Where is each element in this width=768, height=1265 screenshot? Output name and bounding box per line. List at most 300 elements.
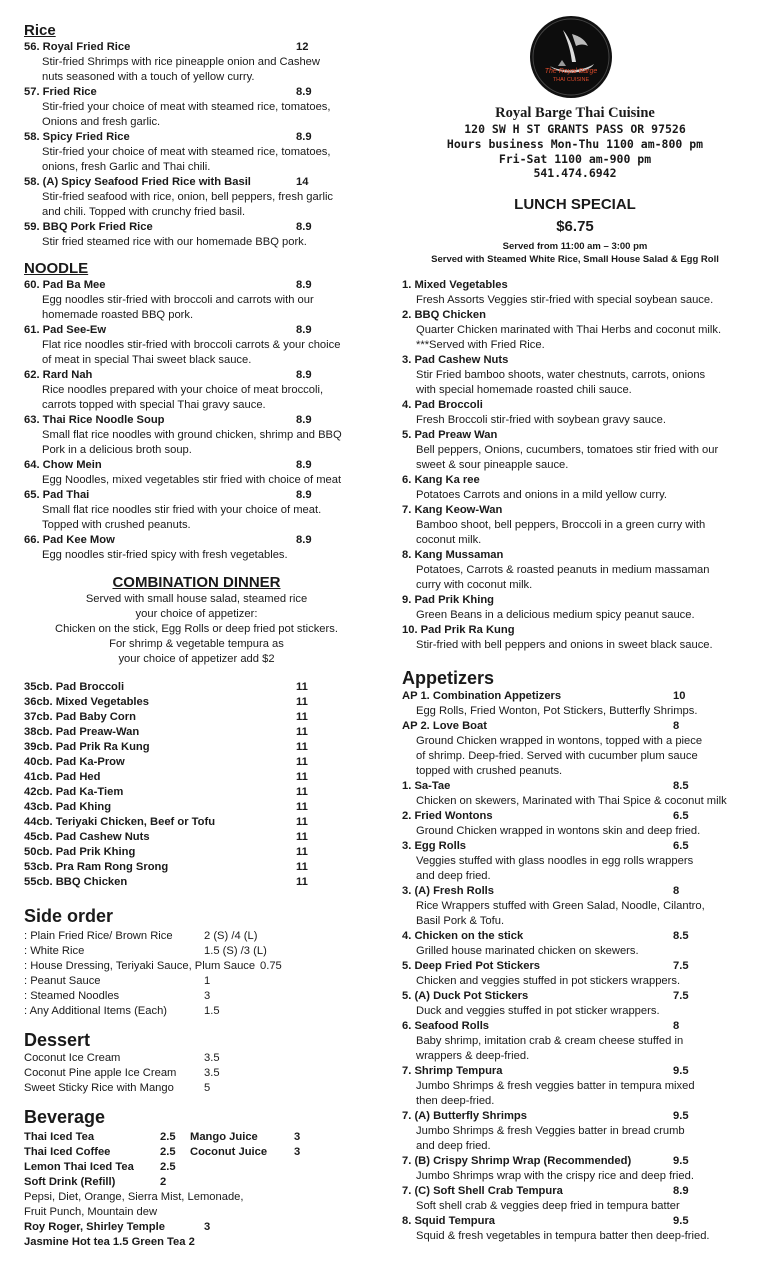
combo-item-price: 11	[296, 876, 308, 888]
menu-item-header	[402, 1019, 748, 1034]
menu-item-description: sweet & sour pineapple sauce.	[416, 459, 569, 471]
combo-item-price: 11	[296, 846, 308, 858]
menu-item-description: Jumbo Shrimps wrap with the crispy rice and deep fried.	[416, 1170, 694, 1182]
menu-item-price: 8	[673, 1020, 680, 1032]
menu-item-description: Egg Rolls, Fried Wonton, Pot Stickers, Butterfly Shrimps.	[416, 705, 698, 717]
rice-section	[24, 22, 369, 250]
bev-mango-juice: Mango Juice	[190, 1131, 258, 1143]
menu-item-description: Potatoes Carrots and onions in a mild yellow curry.	[416, 489, 668, 501]
lunch-title: LUNCH SPECIAL	[514, 196, 636, 213]
menu-item-name: 58. (A) Spicy Seafood Fried Rice with Basil	[24, 176, 251, 188]
bev-row	[24, 1175, 369, 1190]
side-order-price: 2 (S) /4 (L)	[204, 930, 258, 942]
menu-item	[402, 398, 748, 428]
royal-barge-logo-icon	[530, 16, 612, 98]
bev-thai-iced-coffee: Thai Iced Coffee	[24, 1146, 111, 1158]
combo-item	[24, 695, 369, 710]
menu-item-header	[402, 623, 748, 638]
combo-item	[24, 800, 369, 815]
menu-item	[402, 719, 748, 779]
menu-item	[402, 1019, 748, 1064]
bev-price: 2.5	[160, 1146, 176, 1158]
menu-item-header	[402, 779, 748, 794]
rice-title: Rice	[24, 22, 56, 39]
combo-item	[24, 755, 369, 770]
menu-item-name: 62. Rard Nah	[24, 369, 93, 381]
menu-item-header	[402, 929, 748, 944]
menu-item-description: Jumbo Shrimps & fresh Veggies batter in bread crumb	[416, 1125, 685, 1137]
menu-item	[402, 689, 748, 719]
menu-item-price: 10	[673, 690, 686, 702]
appetizers-title: Appetizers	[402, 668, 495, 688]
combo-description	[24, 592, 369, 667]
beverage-title: Beverage	[24, 1107, 106, 1127]
bev-coconut-juice: Coconut Juice	[190, 1146, 268, 1158]
menu-item-name: 2. Fried Wontons	[402, 810, 493, 822]
appetizers-section	[402, 667, 748, 1244]
menu-item-description: carrots topped with special Thai gravy sauce.	[42, 399, 266, 411]
combo-item	[24, 740, 369, 755]
menu-item-name: 4. Chicken on the stick	[402, 930, 524, 942]
menu-item-description: Stir-fried your choice of meat with steamed rice, tomatoes,	[42, 101, 331, 113]
menu-item	[402, 809, 748, 839]
menu-item-description: Green Beans in a delicious medium spicy peanut sauce.	[416, 609, 695, 621]
menu-item-name: AP 1. Combination Appetizers	[402, 690, 562, 702]
menu-item-header	[24, 85, 369, 100]
bev-price: 2	[160, 1176, 167, 1188]
combo-item-price: 11	[296, 786, 308, 798]
menu-item-description: Rice noodles prepared with your choice of meat broccoli,	[42, 384, 324, 396]
combo-item-price: 11	[296, 801, 308, 813]
menu-item-header	[402, 1214, 748, 1229]
side-order-name: : White Rice	[24, 945, 85, 957]
menu-item-price: 8.5	[673, 930, 689, 942]
beverage-section	[24, 1106, 369, 1250]
combo-description-line: Served with small house salad, steamed rice	[85, 593, 308, 605]
combo-item-name: 38cb. Pad Preaw-Wan	[24, 726, 140, 738]
bev-price: 2.5	[160, 1161, 176, 1173]
menu-item	[402, 278, 748, 308]
menu-item-description: Bamboo shoot, bell peppers, Broccoli in a green curry with	[416, 519, 706, 531]
menu-item-description: Chicken and veggies stuffed in pot stickers wrappers.	[416, 975, 681, 987]
side-title: Side order	[24, 906, 114, 926]
menu-item	[24, 323, 369, 368]
menu-item-header	[24, 323, 369, 338]
combo-item	[24, 815, 369, 830]
side-order-price: 3	[204, 990, 211, 1002]
menu-item-header	[402, 839, 748, 854]
menu-item-price: 8.9	[296, 324, 312, 336]
restaurant-logo	[530, 16, 612, 98]
menu-item	[402, 884, 748, 929]
menu-item	[24, 413, 369, 458]
appetizers-list	[402, 689, 748, 1244]
menu-item-price: 7.5	[673, 960, 689, 972]
menu-item-description: Rice Wrappers stuffed with Green Salad, Noodle, Cilantro,	[416, 900, 705, 912]
menu-item-price: 8.9	[296, 131, 312, 143]
combo-description-line: your choice of appetizer:	[135, 608, 258, 620]
menu-item-header	[402, 689, 748, 704]
combo-item-price: 11	[296, 711, 308, 723]
menu-item-price: 8.9	[296, 86, 312, 98]
menu-item-name: 1. Sa-Tae	[402, 780, 451, 792]
menu-item-description: coconut milk.	[416, 534, 482, 546]
menu-item-price: 6.5	[673, 810, 689, 822]
bev-jasmine-green-tea: Jasmine Hot tea 1.5 Green Tea 2	[24, 1236, 195, 1248]
menu-item-header	[402, 1109, 748, 1124]
menu-item-description: Grilled house marinated chicken on skewers.	[416, 945, 639, 957]
menu-item-name: 64. Chow Mein	[24, 459, 102, 471]
dessert-price: 3.5	[204, 1052, 220, 1064]
lunch-special-section	[402, 195, 748, 266]
menu-item	[402, 308, 748, 353]
side-order-name: : Peanut Sauce	[24, 975, 101, 987]
combo-description-line: your choice of appetizer add $2	[118, 653, 275, 665]
menu-item	[402, 593, 748, 623]
menu-item-name: 3. Pad Cashew Nuts	[402, 354, 509, 366]
bev-soft-desc-2: Fruit Punch, Mountain dew	[24, 1206, 158, 1218]
menu-item	[24, 175, 369, 220]
menu-item-name: 58. Spicy Fried Rice	[24, 131, 130, 143]
dessert-list	[24, 1051, 369, 1096]
menu-item-description: onions, fresh Garlic and Thai chili.	[42, 161, 211, 173]
menu-item-price: 12	[296, 41, 309, 53]
menu-item-name: 5. Deep Fried Pot Stickers	[402, 960, 541, 972]
dessert-price: 3.5	[204, 1067, 220, 1079]
combo-item-name: 43cb. Pad Khing	[24, 801, 112, 813]
menu-item-name: 8. Squid Tempura	[402, 1215, 496, 1227]
noodle-title: NOODLE	[24, 260, 89, 277]
dessert-item	[24, 1081, 369, 1096]
menu-item-name: 3. Egg Rolls	[402, 840, 467, 852]
combo-item	[24, 875, 369, 890]
menu-item	[402, 989, 748, 1019]
menu-item	[402, 428, 748, 473]
menu-item-price: 8.9	[296, 534, 312, 546]
menu-item-header	[402, 503, 748, 518]
menu-item-header	[24, 220, 369, 235]
lunch-list	[402, 278, 748, 653]
menu-item-price: 8.9	[296, 221, 312, 233]
combo-item	[24, 785, 369, 800]
menu-item	[24, 220, 369, 250]
menu-item	[402, 1184, 748, 1214]
bev-row	[24, 1130, 369, 1145]
combo-description-line: Chicken on the stick, Egg Rolls or deep fried pot stickers.	[55, 623, 338, 635]
menu-item-header	[24, 458, 369, 473]
menu-item-header	[402, 428, 748, 443]
menu-item-description: Squid & fresh vegetables in tempura batter then deep-fried.	[416, 1230, 710, 1242]
combo-item	[24, 710, 369, 725]
menu-item-description: Topped with crushed peanuts.	[42, 519, 191, 531]
side-order-name: : Steamed Noodles	[24, 990, 120, 1002]
combo-section	[24, 574, 369, 890]
menu-item-description: Onions and fresh garlic.	[42, 116, 161, 128]
menu-item-description: Stir Fried bamboo shoots, water chestnuts, carrots, onions	[416, 369, 706, 381]
menu-item-name: 7. Shrimp Tempura	[402, 1065, 503, 1077]
menu-item	[402, 1154, 748, 1184]
menu-item-description: Soft shell crab & veggies deep fried in tempura batter	[416, 1200, 680, 1212]
combo-item-name: 40cb. Pad Ka-Prow	[24, 756, 125, 768]
menu-item-name: 3. (A) Fresh Rolls	[402, 885, 495, 897]
side-order-item	[24, 944, 369, 959]
menu-item-description: Baby shrimp, imitation crab & cream cheese stuffed in	[416, 1035, 684, 1047]
side-order-item	[24, 929, 369, 944]
logo-text: The Royal Barge	[544, 68, 598, 75]
bev-price: 3	[204, 1221, 211, 1233]
menu-item	[24, 85, 369, 130]
menu-item-description: Egg noodles stir-fried spicy with fresh vegetables.	[42, 549, 288, 561]
bev-soft-drink: Soft Drink (Refill)	[24, 1176, 116, 1188]
combo-item-name: 53cb. Pra Ram Rong Srong	[24, 861, 169, 873]
logo-subtext: THAI CUISINE	[552, 77, 590, 83]
menu-item-price: 8.9	[673, 1185, 689, 1197]
combo-item-name: 35cb. Pad Broccoli	[24, 681, 125, 693]
menu-item-description: Egg Noodles, mixed vegetables stir fried with choice of meat	[42, 474, 342, 486]
bev-price: 3	[294, 1131, 301, 1143]
combo-item-name: 44cb. Teriyaki Chicken, Beef or Tofu	[24, 816, 216, 828]
combo-item-price: 11	[296, 861, 308, 873]
menu-item-price: 8.9	[296, 489, 312, 501]
restaurant-phone: 541.474.6942	[533, 166, 617, 180]
menu-item-description: Chicken on skewers, Marinated with Thai Spice & coconut milk	[416, 795, 727, 807]
menu-item-description: ***Served with Fried Rice.	[416, 339, 545, 351]
rice-list	[24, 40, 369, 250]
lunch-served-with: Served with Steamed White Rice, Small House Salad & Egg Roll	[431, 254, 719, 265]
side-order-price: 1	[204, 975, 211, 987]
side-order-name: : Plain Fried Rice/ Brown Rice	[24, 930, 173, 942]
combo-item-name: 50cb. Pad Prik Khing	[24, 846, 136, 858]
menu-item-description: wrappers & deep-fried.	[416, 1050, 530, 1062]
menu-item-name: 5. Pad Preaw Wan	[402, 429, 498, 441]
menu-item-price: 8.5	[673, 780, 689, 792]
menu-item-name: 7. (C) Soft Shell Crab Tempura	[402, 1185, 563, 1197]
menu-item-description: Basil Pork & Tofu.	[416, 915, 505, 927]
bev-roy-roger: Roy Roger, Shirley Temple	[24, 1221, 165, 1233]
menu-item-header	[402, 308, 748, 323]
combo-item	[24, 680, 369, 695]
menu-item	[402, 503, 748, 548]
menu-item-name: 5. (A) Duck Pot Stickers	[402, 990, 529, 1002]
menu-item-name: 61. Pad See-Ew	[24, 324, 107, 336]
restaurant-hours-2: Fri-Sat 1100 am-900 pm	[498, 152, 652, 166]
menu-item	[402, 929, 748, 959]
menu-item-price: 9.5	[673, 1110, 689, 1122]
menu-item-header	[24, 368, 369, 383]
dessert-item	[24, 1051, 369, 1066]
menu-item	[402, 623, 748, 653]
menu-item-header	[24, 533, 369, 548]
menu-item-description: topped with crushed peanuts.	[416, 765, 563, 777]
menu-item-name: 60. Pad Ba Mee	[24, 279, 106, 291]
menu-item-description: with special homemade roasted chili sauce.	[416, 384, 632, 396]
combo-item-name: 42cb. Pad Ka-Tiem	[24, 786, 124, 798]
combo-item-price: 11	[296, 696, 308, 708]
bev-lemon-tea: Lemon Thai Iced Tea	[24, 1161, 134, 1173]
menu-item-description: and deep fried.	[416, 1140, 491, 1152]
combo-item-name: 55cb. BBQ Chicken	[24, 876, 128, 888]
menu-item-description: Stir fried steamed rice with our homemade BBQ pork.	[42, 236, 307, 248]
dessert-section	[24, 1029, 369, 1096]
menu-item-name: AP 2. Love Boat	[402, 720, 487, 732]
menu-item-header	[402, 593, 748, 608]
combo-description-line: For shrimp & vegetable tempura as	[109, 638, 284, 650]
menu-item-name: 56. Royal Fried Rice	[24, 41, 131, 53]
menu-item-header	[402, 1154, 748, 1169]
menu-item-header	[24, 413, 369, 428]
menu-item-header	[402, 398, 748, 413]
restaurant-address: 120 SW H ST GRANTS PASS OR 97526	[464, 122, 686, 136]
menu-item-price: 7.5	[673, 990, 689, 1002]
combo-item-name: 45cb. Pad Cashew Nuts	[24, 831, 150, 843]
menu-item-name: 4. Pad Broccoli	[402, 399, 483, 411]
menu-item	[402, 473, 748, 503]
menu-item-header	[402, 278, 748, 293]
menu-item	[402, 839, 748, 884]
menu-item-header	[24, 488, 369, 503]
combo-item-price: 11	[296, 756, 308, 768]
menu-item-price: 9.5	[673, 1065, 689, 1077]
menu-item-description: Jumbo Shrimps & fresh veggies batter in tempura mixed	[416, 1080, 695, 1092]
menu-item	[24, 488, 369, 533]
combo-item	[24, 725, 369, 740]
combo-item-price: 11	[296, 771, 308, 783]
menu-item-name: 6. Seafood Rolls	[402, 1020, 490, 1032]
menu-item-header	[402, 719, 748, 734]
bev-soft-desc-1: Pepsi, Diet, Orange, Sierra Mist, Lemonade,	[24, 1191, 244, 1203]
side-order-item	[24, 989, 369, 1004]
menu-item-header	[402, 809, 748, 824]
menu-item-price: 8.9	[296, 369, 312, 381]
menu-item-price: 9.5	[673, 1155, 689, 1167]
menu-item-description: Ground Chicken wrapped in wontons, topped with a piece	[416, 735, 703, 747]
menu-item	[402, 779, 748, 809]
menu-item-header	[402, 1184, 748, 1199]
combo-item-price: 11	[296, 831, 308, 843]
menu-item-header	[24, 130, 369, 145]
menu-item-description: Egg noodles stir-fried with broccoli and carrots with our	[42, 294, 314, 306]
bev-price: 3	[294, 1146, 301, 1158]
menu-item-description: Fresh Assorts Veggies stir-fried with special soybean sauce.	[416, 294, 714, 306]
menu-item	[24, 533, 369, 563]
combo-item-name: 39cb. Pad Prik Ra Kung	[24, 741, 150, 753]
bev-row	[24, 1235, 369, 1250]
combo-item-price: 11	[296, 816, 308, 828]
menu-item-description: Stir-fried your choice of meat with steamed rice, tomatoes,	[42, 146, 331, 158]
menu-item-description: curry with coconut milk.	[416, 579, 533, 591]
dessert-name: Sweet Sticky Rice with Mango	[24, 1082, 174, 1094]
menu-item-price: 8	[673, 720, 680, 732]
menu-item-description: Potatoes, Carrots & roasted peanuts in medium massaman	[416, 564, 710, 576]
combo-item	[24, 845, 369, 860]
combo-item-price: 11	[296, 741, 308, 753]
combo-item-price: 11	[296, 726, 308, 738]
lunch-price: $6.75	[556, 218, 594, 235]
bev-row	[24, 1160, 369, 1175]
menu-item-name: 7. (B) Crispy Shrimp Wrap (Recommended)	[402, 1155, 632, 1167]
menu-item-description: Pork in a delicious broth soup.	[42, 444, 192, 456]
menu-item-name: 9. Pad Prik Khing	[402, 594, 495, 606]
dessert-name: Coconut Ice Cream	[24, 1052, 121, 1064]
menu-item-header	[402, 989, 748, 1004]
menu-item-price: 8.9	[296, 279, 312, 291]
menu-item-header	[402, 353, 748, 368]
side-order-item	[24, 959, 369, 974]
side-order-name: : Any Additional Items (Each)	[24, 1005, 168, 1017]
menu-item-description: and chili. Topped with crunchy fried basil.	[42, 206, 246, 218]
menu-item-description: Veggies stuffed with glass noodles in egg rolls wrappers	[416, 855, 694, 867]
menu-item-description: then deep-fried.	[416, 1095, 495, 1107]
combo-item	[24, 770, 369, 785]
noodle-section	[24, 260, 369, 563]
menu-item-name: 8. Kang Mussaman	[402, 549, 504, 561]
menu-item-description: of meat in special Thai sweet black sauce.	[42, 354, 252, 366]
side-order-item	[24, 1004, 369, 1019]
menu-item-description: Ground Chicken wrapped in wontons skin and deep fried.	[416, 825, 701, 837]
combo-item-price: 11	[296, 681, 308, 693]
menu-item	[24, 368, 369, 413]
bev-price: 2.5	[160, 1131, 176, 1143]
menu-item	[24, 40, 369, 85]
menu-item	[24, 130, 369, 175]
side-order-price: 0.75	[260, 960, 282, 972]
menu-item	[24, 458, 369, 488]
menu-item-description: Duck and veggies stuffed in pot sticker wrappers.	[416, 1005, 660, 1017]
menu-item-name: 63. Thai Rice Noodle Soup	[24, 414, 165, 426]
menu-item-header	[402, 1064, 748, 1079]
menu-item	[402, 959, 748, 989]
noodle-list	[24, 278, 369, 563]
menu-item-description: nuts seasoned with a touch of yellow curry.	[42, 71, 255, 83]
menu-item-description: Quarter Chicken marinated with Thai Herbs and coconut milk.	[416, 324, 722, 336]
menu-item-price: 8	[673, 885, 680, 897]
menu-item-header	[24, 278, 369, 293]
bev-row	[24, 1145, 369, 1160]
menu-item-name: 7. (A) Butterfly Shrimps	[402, 1110, 527, 1122]
menu-item-name: 2. BBQ Chicken	[402, 309, 486, 321]
dessert-title: Dessert	[24, 1030, 91, 1050]
menu-item-header	[24, 175, 369, 190]
menu-item-header	[402, 548, 748, 563]
menu-item-description: Fresh Broccoli stir-fried with soybean gravy sauce.	[416, 414, 666, 426]
menu-item-price: 8.9	[296, 414, 312, 426]
combo-item	[24, 860, 369, 875]
restaurant-hours-1: Hours business Mon-Thu 1100 am-800 pm	[446, 137, 704, 151]
menu-item-name: 1. Mixed Vegetables	[402, 279, 508, 291]
menu-item	[402, 353, 748, 398]
bev-row	[24, 1220, 369, 1235]
combo-list	[24, 680, 369, 890]
menu-item-description: homemade roasted BBQ pork.	[42, 309, 194, 321]
combo-title: COMBINATION DINNER	[112, 574, 281, 591]
side-order-price: 1.5	[204, 1005, 220, 1017]
menu-item-price: 14	[296, 176, 309, 188]
menu-item-name: 59. BBQ Pork Fried Rice	[24, 221, 153, 233]
menu-item-header	[402, 959, 748, 974]
menu-item	[24, 278, 369, 323]
menu-item-description: Stir-fried with bell peppers and onions in sweet black sauce.	[416, 639, 713, 651]
menu-item-description: Stir-fried Shrimps with rice pineapple onion and Cashew	[42, 56, 320, 68]
dessert-name: Coconut Pine apple Ice Cream	[24, 1067, 177, 1079]
menu-item	[402, 1214, 748, 1244]
dessert-price: 5	[204, 1082, 211, 1094]
menu-item-description: of shrimp. Deep-fried. Served with cucumber plum sauce	[416, 750, 698, 762]
dessert-item	[24, 1066, 369, 1081]
side-order-price: 1.5 (S) /3 (L)	[204, 945, 267, 957]
combo-item-name: 37cb. Pad Baby Corn	[24, 711, 136, 723]
menu-item-description: Stir-fried seafood with rice, onion, bell peppers, fresh garlic	[42, 191, 334, 203]
combo-item-name: 36cb. Mixed Vegetables	[24, 696, 149, 708]
